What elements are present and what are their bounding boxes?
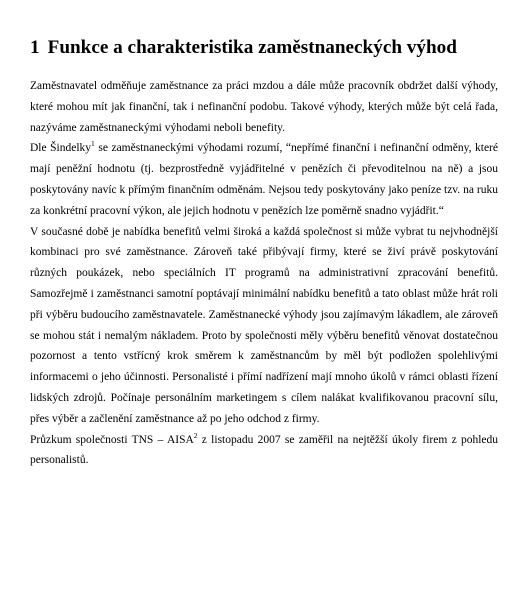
footnote-ref-1: 1 — [91, 139, 95, 149]
document-body — [30, 76, 498, 471]
survey-text: z listopadu 2007 se zaměřil na nejtěžší úkoly firem z pohledu personalistů. — [30, 433, 498, 467]
paragraph-definition — [30, 138, 498, 221]
section-number: 1 — [30, 37, 40, 58]
section-title: Funkce a charakteristika zaměstnaneckých výhod — [47, 37, 457, 58]
paragraph-intro: Zaměstnavatel odměňuje zaměstnance za práci mzdou a dále může pracovník obdržet další výhody, které mohou mít jak finanční, tak i nefinanční podobu. Takové výhody, kterých může být celá řada, nazýváme zaměstnaneckými výhodami neboli benefity. — [30, 80, 498, 134]
footnote-ref-2: 2 — [193, 430, 198, 440]
paragraph-survey — [30, 430, 498, 472]
definition-lead: Dle Šindelky — [30, 142, 92, 155]
paragraph-current-offer: V současné době je nabídka benefitů velmi široká a každá společnost si může vybrat tu nejvhodnější kombinaci pro své zaměstnance. Zároveň také přibývají firmy, které se živí právě poskytování různých poukázek, nebo speciálních IT programů na administrativní zpracování benefitů. Samozřejmě i zaměstnanci samotní poptávají minimální nabídku benefitů a tato oblast může hrát roli při výběru budoucího zaměstnavatele. Zaměstnanecké výhody jsou zajímavým lákadlem, ale zároveň se mohou stát i nemalým nákladem. Proto by společnosti měly výběru benefitů věnovat dostatečnou pozornost a tento vstřícný krok směrem k zaměstnancům by měl být podložen spolehlivými informacemi o jeho účinnosti. Personalisté i přímí nadřízení mají mnoho úkolů v rámci oblasti řízení lidských zdrojů. Počínaje personálním marketingem s cílem nalákat kvalifikovanou pracovní sílu, přes výběr a začlenění zaměstnance až po jeho odchod z firmy. — [30, 225, 498, 425]
definition-quote: se zaměstnaneckými výhodami rozumí, “nepřímé finanční i nefinanční odměny, které mají peněžní hodnotu (tj. bezprostředně vyjádřitelné v penězích či převoditelnou na ně) a jsou poskytovány navíc k přímým finančním odměnám. Nejsou tedy poskytovány jako peníze tzv. na ruku za konkrétní pracovní výkon, ale jejich hodnotu v penězích lze poměrně snadno vyjádřit.“ — [30, 142, 498, 217]
survey-lead: Průzkum společnosti TNS – AISA — [30, 433, 194, 446]
section-heading — [30, 37, 500, 59]
